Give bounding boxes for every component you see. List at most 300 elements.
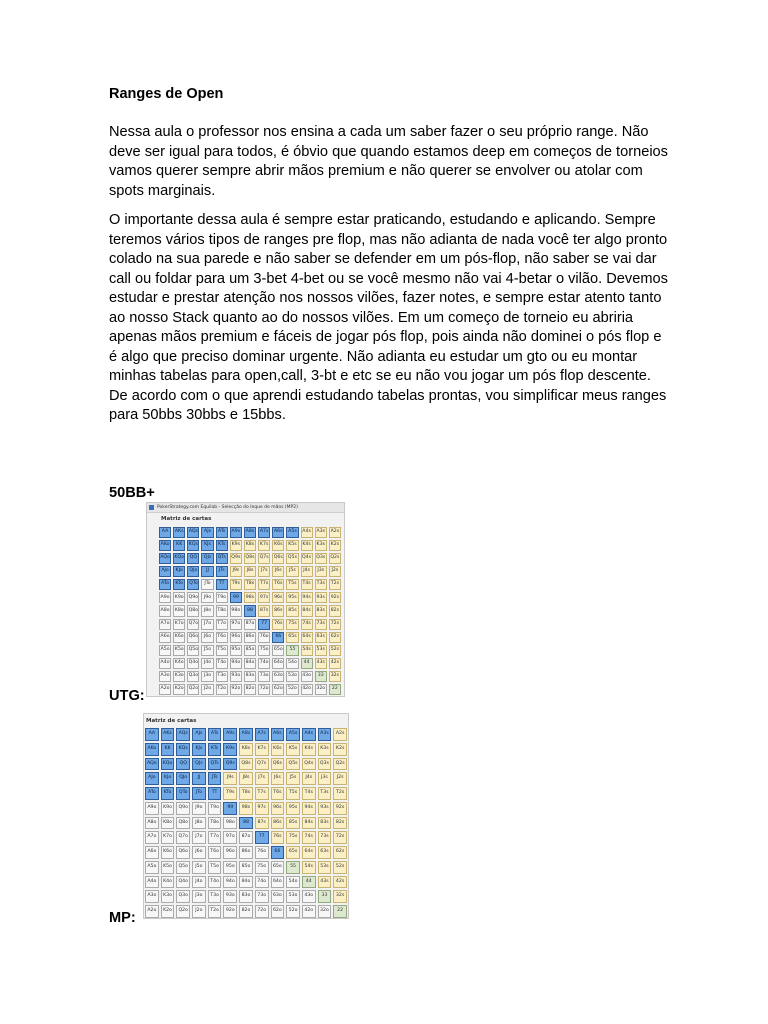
hand-cell-j8o[interactable]: J8o xyxy=(201,605,213,616)
hand-cell-k8o[interactable]: K8o xyxy=(161,817,175,830)
hand-cell-a7o[interactable]: A7o xyxy=(145,831,159,844)
hand-cell-jto[interactable]: JTo xyxy=(192,787,206,800)
hand-cell-k3o[interactable]: K3o xyxy=(173,671,185,682)
hand-cell-kk[interactable]: KK xyxy=(161,743,175,756)
hand-cell-52o[interactable]: 52o xyxy=(286,684,298,695)
hand-cell-93o[interactable]: 93o xyxy=(230,671,242,682)
hand-cell-kto[interactable]: KTo xyxy=(161,787,175,800)
hand-cell-77[interactable]: 77 xyxy=(258,619,270,630)
hand-cell-aqs[interactable]: AQs xyxy=(187,527,199,538)
hand-cell-76o[interactable]: 76o xyxy=(255,846,269,859)
hand-cell-t6s[interactable]: T6s xyxy=(272,579,284,590)
hand-cell-96o[interactable]: 96o xyxy=(223,846,237,859)
hand-cell-84o[interactable]: 84o xyxy=(244,658,256,669)
hand-cell-q5o[interactable]: Q5o xyxy=(176,861,190,874)
hand-cell-kjo[interactable]: KJo xyxy=(161,772,175,785)
hand-cell-jts[interactable]: JTs xyxy=(216,566,228,577)
hand-cell-j4s[interactable]: J4s xyxy=(302,772,316,785)
hand-cell-98s[interactable]: 98s xyxy=(239,802,253,815)
hand-cell-ajo[interactable]: AJo xyxy=(145,772,159,785)
hand-cell-k7s[interactable]: K7s xyxy=(258,540,270,551)
hand-cell-q3o[interactable]: Q3o xyxy=(187,671,199,682)
hand-cell-a8o[interactable]: A8o xyxy=(159,605,171,616)
hand-cell-55[interactable]: 55 xyxy=(286,645,298,656)
hand-cell-t8s[interactable]: T8s xyxy=(244,579,256,590)
hand-cell-q5s[interactable]: Q5s xyxy=(286,758,300,771)
hand-cell-j8o[interactable]: J8o xyxy=(192,817,206,830)
hand-cell-63s[interactable]: 63s xyxy=(315,632,327,643)
hand-cell-52o[interactable]: 52o xyxy=(286,905,300,918)
hand-cell-93o[interactable]: 93o xyxy=(223,890,237,903)
hand-cell-94o[interactable]: 94o xyxy=(230,658,242,669)
hand-cell-a5o[interactable]: A5o xyxy=(145,861,159,874)
hand-cell-j2s[interactable]: J2s xyxy=(329,566,341,577)
hand-cell-q2o[interactable]: Q2o xyxy=(187,684,199,695)
hand-cell-85s[interactable]: 85s xyxy=(286,605,298,616)
hand-cell-k8s[interactable]: K8s xyxy=(244,540,256,551)
hand-cell-33[interactable]: 33 xyxy=(315,671,327,682)
hand-cell-j4s[interactable]: J4s xyxy=(301,566,313,577)
hand-cell-64o[interactable]: 64o xyxy=(272,658,284,669)
hand-cell-64s[interactable]: 64s xyxy=(302,846,316,859)
hand-cell-96o[interactable]: 96o xyxy=(230,632,242,643)
hand-cell-92o[interactable]: 92o xyxy=(223,905,237,918)
hand-cell-66[interactable]: 66 xyxy=(272,632,284,643)
hand-cell-qts[interactable]: QTs xyxy=(208,758,222,771)
hand-cell-74o[interactable]: 74o xyxy=(258,658,270,669)
hand-cell-53o[interactable]: 53o xyxy=(286,671,298,682)
hand-cell-tt[interactable]: TT xyxy=(208,787,222,800)
hand-cell-76s[interactable]: 76s xyxy=(271,831,285,844)
hand-cell-a6o[interactable]: A6o xyxy=(145,846,159,859)
hand-cell-j2o[interactable]: J2o xyxy=(192,905,206,918)
hand-cell-a6s[interactable]: A6s xyxy=(272,527,284,538)
hand-cell-t9s[interactable]: T9s xyxy=(230,579,242,590)
hand-cell-k2s[interactable]: K2s xyxy=(329,540,341,551)
hand-cell-j5s[interactable]: J5s xyxy=(286,772,300,785)
hand-cell-98o[interactable]: 98o xyxy=(223,817,237,830)
hand-cell-j5o[interactable]: J5o xyxy=(201,645,213,656)
hand-cell-98s[interactable]: 98s xyxy=(244,592,256,603)
hand-cell-a9o[interactable]: A9o xyxy=(159,592,171,603)
hand-cell-99[interactable]: 99 xyxy=(223,802,237,815)
hand-cell-32o[interactable]: 32o xyxy=(315,684,327,695)
hand-cell-t7s[interactable]: T7s xyxy=(258,579,270,590)
hand-cell-aqo[interactable]: AQo xyxy=(145,758,159,771)
hand-cell-96s[interactable]: 96s xyxy=(271,802,285,815)
hand-cell-t8o[interactable]: T8o xyxy=(208,817,222,830)
hand-cell-a6s[interactable]: A6s xyxy=(271,728,285,741)
hand-cell-kjs[interactable]: KJs xyxy=(192,743,206,756)
hand-cell-75o[interactable]: 75o xyxy=(258,645,270,656)
hand-cell-88[interactable]: 88 xyxy=(239,817,253,830)
hand-cell-q4s[interactable]: Q4s xyxy=(301,553,313,564)
hand-cell-k5o[interactable]: K5o xyxy=(161,861,175,874)
hand-cell-73s[interactable]: 73s xyxy=(315,619,327,630)
hand-cell-a3o[interactable]: A3o xyxy=(145,890,159,903)
hand-cell-a3o[interactable]: A3o xyxy=(159,671,171,682)
hand-cell-82o[interactable]: 82o xyxy=(244,684,256,695)
hand-cell-ats[interactable]: ATs xyxy=(208,728,222,741)
hand-cell-q8s[interactable]: Q8s xyxy=(239,758,253,771)
hand-cell-qto[interactable]: QTo xyxy=(187,579,199,590)
hand-cell-54o[interactable]: 54o xyxy=(286,658,298,669)
hand-cell-j3s[interactable]: J3s xyxy=(318,772,332,785)
hand-cell-t2s[interactable]: T2s xyxy=(329,579,341,590)
hand-cell-k4o[interactable]: K4o xyxy=(161,876,175,889)
hand-cell-65o[interactable]: 65o xyxy=(271,861,285,874)
hand-cell-92s[interactable]: 92s xyxy=(329,592,341,603)
hand-cell-a6o[interactable]: A6o xyxy=(159,632,171,643)
hand-cell-t8s[interactable]: T8s xyxy=(239,787,253,800)
hand-cell-j3o[interactable]: J3o xyxy=(192,890,206,903)
hand-cell-a4o[interactable]: A4o xyxy=(145,876,159,889)
hand-cell-76s[interactable]: 76s xyxy=(272,619,284,630)
hand-cell-43o[interactable]: 43o xyxy=(301,671,313,682)
hand-cell-kjo[interactable]: KJo xyxy=(173,566,185,577)
hand-cell-75s[interactable]: 75s xyxy=(286,831,300,844)
hand-cell-74s[interactable]: 74s xyxy=(301,619,313,630)
hand-cell-54o[interactable]: 54o xyxy=(286,876,300,889)
hand-cell-k2o[interactable]: K2o xyxy=(161,905,175,918)
hand-cell-j9s[interactable]: J9s xyxy=(230,566,242,577)
hand-cell-q3s[interactable]: Q3s xyxy=(318,758,332,771)
hand-cell-j3s[interactable]: J3s xyxy=(315,566,327,577)
hand-cell-kqs[interactable]: KQs xyxy=(187,540,199,551)
hand-cell-a5s[interactable]: A5s xyxy=(286,728,300,741)
hand-cell-a2s[interactable]: A2s xyxy=(333,728,347,741)
hand-cell-t9o[interactable]: T9o xyxy=(216,592,228,603)
hand-cell-kts[interactable]: KTs xyxy=(208,743,222,756)
hand-cell-a5o[interactable]: A5o xyxy=(159,645,171,656)
hand-cell-a9s[interactable]: A9s xyxy=(230,527,242,538)
hand-cell-42o[interactable]: 42o xyxy=(302,905,316,918)
hand-cell-j7s[interactable]: J7s xyxy=(255,772,269,785)
hand-cell-q2s[interactable]: Q2s xyxy=(333,758,347,771)
hand-cell-k7o[interactable]: K7o xyxy=(161,831,175,844)
hand-cell-62o[interactable]: 62o xyxy=(271,905,285,918)
hand-cell-22[interactable]: 22 xyxy=(333,905,347,918)
hand-cell-42s[interactable]: 42s xyxy=(333,876,347,889)
hand-cell-62s[interactable]: 62s xyxy=(329,632,341,643)
hand-cell-65o[interactable]: 65o xyxy=(272,645,284,656)
hand-cell-85o[interactable]: 85o xyxy=(239,861,253,874)
hand-cell-j8s[interactable]: J8s xyxy=(244,566,256,577)
hand-cell-87o[interactable]: 87o xyxy=(244,619,256,630)
hand-cell-j7s[interactable]: J7s xyxy=(258,566,270,577)
hand-cell-t3s[interactable]: T3s xyxy=(318,787,332,800)
hand-cell-75s[interactable]: 75s xyxy=(286,619,298,630)
hand-cell-66[interactable]: 66 xyxy=(271,846,285,859)
hand-cell-kqs[interactable]: KQs xyxy=(176,743,190,756)
hand-cell-k5o[interactable]: K5o xyxy=(173,645,185,656)
hand-cell-q5o[interactable]: Q5o xyxy=(187,645,199,656)
hand-cell-k3s[interactable]: K3s xyxy=(318,743,332,756)
hand-cell-j5o[interactable]: J5o xyxy=(192,861,206,874)
hand-cell-73s[interactable]: 73s xyxy=(318,831,332,844)
hand-cell-k3o[interactable]: K3o xyxy=(161,890,175,903)
hand-cell-k7s[interactable]: K7s xyxy=(255,743,269,756)
hand-cell-kqo[interactable]: KQo xyxy=(173,553,185,564)
hand-cell-53s[interactable]: 53s xyxy=(318,861,332,874)
hand-cell-k4s[interactable]: K4s xyxy=(302,743,316,756)
hand-cell-q2s[interactable]: Q2s xyxy=(329,553,341,564)
hand-cell-a3s[interactable]: A3s xyxy=(315,527,327,538)
hand-cell-32s[interactable]: 32s xyxy=(333,890,347,903)
hand-cell-k9o[interactable]: K9o xyxy=(173,592,185,603)
hand-cell-54s[interactable]: 54s xyxy=(302,861,316,874)
hand-cell-a5s[interactable]: A5s xyxy=(286,527,298,538)
hand-cell-43o[interactable]: 43o xyxy=(302,890,316,903)
hand-cell-t2o[interactable]: T2o xyxy=(208,905,222,918)
hand-cell-63s[interactable]: 63s xyxy=(318,846,332,859)
hand-cell-q7s[interactable]: Q7s xyxy=(258,553,270,564)
hand-cell-43s[interactable]: 43s xyxy=(318,876,332,889)
hand-cell-85o[interactable]: 85o xyxy=(244,645,256,656)
hand-cell-a2o[interactable]: A2o xyxy=(159,684,171,695)
hand-cell-jts[interactable]: JTs xyxy=(208,772,222,785)
hand-cell-t6s[interactable]: T6s xyxy=(271,787,285,800)
hand-cell-t7o[interactable]: T7o xyxy=(216,619,228,630)
hand-cell-k8s[interactable]: K8s xyxy=(239,743,253,756)
hand-cell-a8s[interactable]: A8s xyxy=(244,527,256,538)
hand-cell-85s[interactable]: 85s xyxy=(286,817,300,830)
hand-cell-j6s[interactable]: J6s xyxy=(271,772,285,785)
hand-cell-65s[interactable]: 65s xyxy=(286,846,300,859)
hand-cell-q4o[interactable]: Q4o xyxy=(187,658,199,669)
hand-cell-42s[interactable]: 42s xyxy=(329,658,341,669)
hand-cell-92s[interactable]: 92s xyxy=(333,802,347,815)
hand-cell-72s[interactable]: 72s xyxy=(329,619,341,630)
hand-cell-j4o[interactable]: J4o xyxy=(201,658,213,669)
hand-cell-99[interactable]: 99 xyxy=(230,592,242,603)
hand-cell-k6o[interactable]: K6o xyxy=(161,846,175,859)
hand-cell-q7o[interactable]: Q7o xyxy=(176,831,190,844)
hand-cell-k2s[interactable]: K2s xyxy=(333,743,347,756)
hand-cell-j3o[interactable]: J3o xyxy=(201,671,213,682)
hand-cell-a8o[interactable]: A8o xyxy=(145,817,159,830)
hand-cell-t6o[interactable]: T6o xyxy=(216,632,228,643)
hand-cell-72o[interactable]: 72o xyxy=(258,684,270,695)
hand-cell-t4o[interactable]: T4o xyxy=(216,658,228,669)
hand-cell-aqs[interactable]: AQs xyxy=(176,728,190,741)
hand-cell-97o[interactable]: 97o xyxy=(223,831,237,844)
hand-cell-83s[interactable]: 83s xyxy=(315,605,327,616)
hand-cell-73o[interactable]: 73o xyxy=(258,671,270,682)
hand-cell-44[interactable]: 44 xyxy=(301,658,313,669)
hand-cell-t3o[interactable]: T3o xyxy=(216,671,228,682)
hand-cell-t5o[interactable]: T5o xyxy=(216,645,228,656)
hand-cell-q5s[interactable]: Q5s xyxy=(286,553,298,564)
hand-cell-k3s[interactable]: K3s xyxy=(315,540,327,551)
hand-cell-95o[interactable]: 95o xyxy=(230,645,242,656)
hand-cell-ajs[interactable]: AJs xyxy=(201,527,213,538)
hand-cell-a7o[interactable]: A7o xyxy=(159,619,171,630)
hand-cell-97s[interactable]: 97s xyxy=(255,802,269,815)
hand-cell-q8o[interactable]: Q8o xyxy=(187,605,199,616)
hand-cell-t9s[interactable]: T9s xyxy=(223,787,237,800)
hand-cell-83o[interactable]: 83o xyxy=(239,890,253,903)
hand-cell-54s[interactable]: 54s xyxy=(301,645,313,656)
hand-cell-j7o[interactable]: J7o xyxy=(201,619,213,630)
hand-cell-88[interactable]: 88 xyxy=(244,605,256,616)
hand-cell-t3o[interactable]: T3o xyxy=(208,890,222,903)
hand-cell-72o[interactable]: 72o xyxy=(255,905,269,918)
hand-cell-73o[interactable]: 73o xyxy=(255,890,269,903)
hand-cell-k4o[interactable]: K4o xyxy=(173,658,185,669)
hand-cell-t4s[interactable]: T4s xyxy=(302,787,316,800)
hand-cell-84s[interactable]: 84s xyxy=(302,817,316,830)
hand-cell-97s[interactable]: 97s xyxy=(258,592,270,603)
hand-cell-74s[interactable]: 74s xyxy=(302,831,316,844)
hand-cell-ajs[interactable]: AJs xyxy=(192,728,206,741)
hand-cell-77[interactable]: 77 xyxy=(255,831,269,844)
hand-cell-k8o[interactable]: K8o xyxy=(173,605,185,616)
hand-cell-53s[interactable]: 53s xyxy=(315,645,327,656)
hand-cell-k5s[interactable]: K5s xyxy=(286,540,298,551)
hand-cell-95o[interactable]: 95o xyxy=(223,861,237,874)
hand-cell-q6s[interactable]: Q6s xyxy=(271,758,285,771)
hand-cell-t5o[interactable]: T5o xyxy=(208,861,222,874)
hand-cell-t2o[interactable]: T2o xyxy=(216,684,228,695)
hand-cell-k7o[interactable]: K7o xyxy=(173,619,185,630)
hand-cell-k9s[interactable]: K9s xyxy=(223,743,237,756)
hand-cell-q8o[interactable]: Q8o xyxy=(176,817,190,830)
hand-cell-qjo[interactable]: QJo xyxy=(187,566,199,577)
hand-cell-84o[interactable]: 84o xyxy=(239,876,253,889)
hand-cell-q4o[interactable]: Q4o xyxy=(176,876,190,889)
hand-cell-32s[interactable]: 32s xyxy=(329,671,341,682)
hand-cell-q2o[interactable]: Q2o xyxy=(176,905,190,918)
hand-cell-93s[interactable]: 93s xyxy=(318,802,332,815)
hand-cell-q6s[interactable]: Q6s xyxy=(272,553,284,564)
hand-cell-64o[interactable]: 64o xyxy=(271,876,285,889)
hand-cell-33[interactable]: 33 xyxy=(318,890,332,903)
hand-cell-94s[interactable]: 94s xyxy=(301,592,313,603)
hand-cell-qts[interactable]: QTs xyxy=(216,553,228,564)
hand-cell-k6s[interactable]: K6s xyxy=(272,540,284,551)
hand-cell-95s[interactable]: 95s xyxy=(286,802,300,815)
hand-cell-a8s[interactable]: A8s xyxy=(239,728,253,741)
hand-cell-87s[interactable]: 87s xyxy=(255,817,269,830)
hand-cell-k4s[interactable]: K4s xyxy=(301,540,313,551)
hand-cell-q3s[interactable]: Q3s xyxy=(315,553,327,564)
hand-cell-kto[interactable]: KTo xyxy=(173,579,185,590)
hand-cell-43s[interactable]: 43s xyxy=(315,658,327,669)
hand-cell-76o[interactable]: 76o xyxy=(258,632,270,643)
hand-cell-42o[interactable]: 42o xyxy=(301,684,313,695)
hand-cell-qq[interactable]: QQ xyxy=(187,553,199,564)
hand-cell-qjo[interactable]: QJo xyxy=(176,772,190,785)
hand-cell-97o[interactable]: 97o xyxy=(230,619,242,630)
hand-cell-q9o[interactable]: Q9o xyxy=(187,592,199,603)
hand-cell-86s[interactable]: 86s xyxy=(272,605,284,616)
hand-cell-k5s[interactable]: K5s xyxy=(286,743,300,756)
hand-cell-86o[interactable]: 86o xyxy=(239,846,253,859)
hand-cell-j6s[interactable]: J6s xyxy=(272,566,284,577)
hand-cell-j4o[interactable]: J4o xyxy=(192,876,206,889)
hand-cell-22[interactable]: 22 xyxy=(329,684,341,695)
hand-cell-32o[interactable]: 32o xyxy=(318,905,332,918)
hand-cell-aa[interactable]: AA xyxy=(145,728,159,741)
hand-cell-qjs[interactable]: QJs xyxy=(192,758,206,771)
hand-cell-ajo[interactable]: AJo xyxy=(159,566,171,577)
hand-cell-a4s[interactable]: A4s xyxy=(301,527,313,538)
hand-cell-t7s[interactable]: T7s xyxy=(255,787,269,800)
hand-cell-93s[interactable]: 93s xyxy=(315,592,327,603)
hand-cell-62s[interactable]: 62s xyxy=(333,846,347,859)
hand-cell-tt[interactable]: TT xyxy=(216,579,228,590)
hand-cell-75o[interactable]: 75o xyxy=(255,861,269,874)
hand-cell-aa[interactable]: AA xyxy=(159,527,171,538)
hand-cell-q9s[interactable]: Q9s xyxy=(230,553,242,564)
hand-cell-qjs[interactable]: QJs xyxy=(201,553,213,564)
hand-cell-j9o[interactable]: J9o xyxy=(201,592,213,603)
hand-cell-ako[interactable]: AKo xyxy=(159,540,171,551)
hand-cell-63o[interactable]: 63o xyxy=(271,890,285,903)
hand-cell-t5s[interactable]: T5s xyxy=(286,579,298,590)
hand-cell-j7o[interactable]: J7o xyxy=(192,831,206,844)
hand-cell-98o[interactable]: 98o xyxy=(230,605,242,616)
hand-cell-74o[interactable]: 74o xyxy=(255,876,269,889)
hand-cell-65s[interactable]: 65s xyxy=(286,632,298,643)
hand-cell-j2s[interactable]: J2s xyxy=(333,772,347,785)
hand-cell-q9o[interactable]: Q9o xyxy=(176,802,190,815)
hand-cell-t9o[interactable]: T9o xyxy=(208,802,222,815)
hand-cell-a2o[interactable]: A2o xyxy=(145,905,159,918)
hand-cell-86o[interactable]: 86o xyxy=(244,632,256,643)
hand-cell-q6o[interactable]: Q6o xyxy=(187,632,199,643)
hand-cell-63o[interactable]: 63o xyxy=(272,671,284,682)
hand-cell-44[interactable]: 44 xyxy=(302,876,316,889)
hand-cell-k6o[interactable]: K6o xyxy=(173,632,185,643)
hand-cell-kk[interactable]: KK xyxy=(173,540,185,551)
hand-cell-a4o[interactable]: A4o xyxy=(159,658,171,669)
hand-cell-a9o[interactable]: A9o xyxy=(145,802,159,815)
hand-cell-k9o[interactable]: K9o xyxy=(161,802,175,815)
hand-cell-62o[interactable]: 62o xyxy=(272,684,284,695)
hand-cell-q9s[interactable]: Q9s xyxy=(223,758,237,771)
hand-cell-72s[interactable]: 72s xyxy=(333,831,347,844)
hand-cell-t2s[interactable]: T2s xyxy=(333,787,347,800)
hand-cell-52s[interactable]: 52s xyxy=(333,861,347,874)
hand-cell-kqo[interactable]: KQo xyxy=(161,758,175,771)
hand-cell-q3o[interactable]: Q3o xyxy=(176,890,190,903)
hand-cell-52s[interactable]: 52s xyxy=(329,645,341,656)
hand-cell-j6o[interactable]: J6o xyxy=(201,632,213,643)
hand-cell-ako[interactable]: AKo xyxy=(145,743,159,756)
hand-cell-qto[interactable]: QTo xyxy=(176,787,190,800)
hand-cell-k9s[interactable]: K9s xyxy=(230,540,242,551)
hand-cell-jj[interactable]: JJ xyxy=(192,772,206,785)
hand-cell-kjs[interactable]: KJs xyxy=(201,540,213,551)
hand-cell-t8o[interactable]: T8o xyxy=(216,605,228,616)
hand-cell-j9o[interactable]: J9o xyxy=(192,802,206,815)
hand-cell-q7s[interactable]: Q7s xyxy=(255,758,269,771)
hand-cell-qq[interactable]: QQ xyxy=(176,758,190,771)
hand-cell-q7o[interactable]: Q7o xyxy=(187,619,199,630)
hand-cell-aqo[interactable]: AQo xyxy=(159,553,171,564)
hand-cell-87s[interactable]: 87s xyxy=(258,605,270,616)
hand-cell-a7s[interactable]: A7s xyxy=(258,527,270,538)
hand-cell-j9s[interactable]: J9s xyxy=(223,772,237,785)
hand-cell-j8s[interactable]: J8s xyxy=(239,772,253,785)
hand-cell-82o[interactable]: 82o xyxy=(239,905,253,918)
hand-cell-84s[interactable]: 84s xyxy=(301,605,313,616)
hand-cell-92o[interactable]: 92o xyxy=(230,684,242,695)
hand-cell-86s[interactable]: 86s xyxy=(271,817,285,830)
hand-cell-t4o[interactable]: T4o xyxy=(208,876,222,889)
